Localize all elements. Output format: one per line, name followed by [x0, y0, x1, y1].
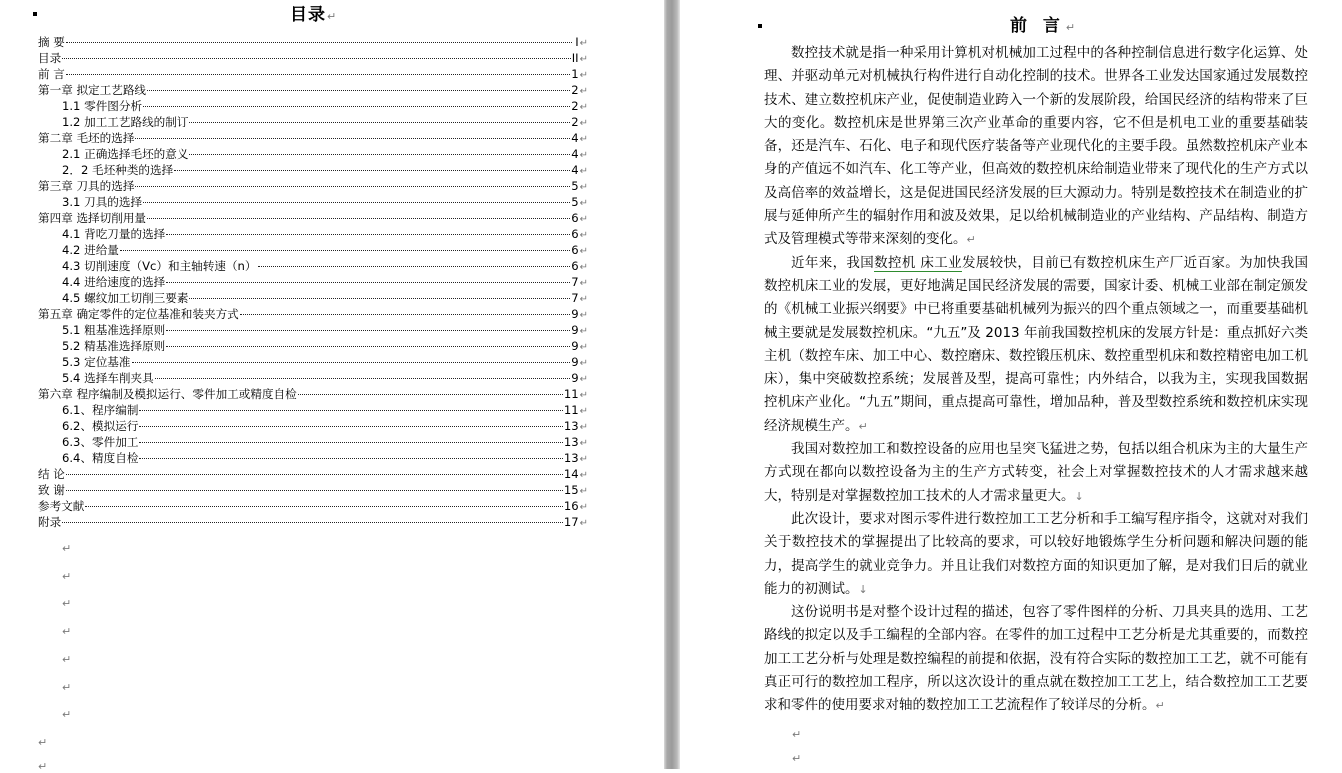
toc-entry[interactable]	[38, 34, 588, 50]
toc-entry-label: 1.1 零件图分析	[62, 99, 143, 113]
toc-entry-label: 前 言	[38, 67, 65, 81]
toc-entry[interactable]	[38, 274, 588, 290]
toc-title-text: 目录	[290, 5, 326, 25]
paragraph-mark-icon: ↵	[579, 86, 588, 97]
toc-entry-label: 致 谢	[38, 483, 65, 497]
toc-entry[interactable]	[38, 402, 588, 418]
paragraph-mark-icon: ↵	[579, 134, 588, 145]
toc-leader-dots	[240, 313, 570, 315]
toc-leader-dots	[85, 505, 562, 507]
toc-entry-page: 6	[571, 211, 579, 225]
toc-leader-dots	[189, 121, 570, 123]
toc-leader-dots	[66, 41, 572, 43]
paragraph-text: 近年来，我国	[791, 254, 875, 271]
paragraph-mark-icon: ↵	[579, 230, 588, 241]
toc-entry-label: 第五章 确定零件的定位基准和装夹方式	[38, 307, 239, 321]
table-of-contents	[38, 34, 588, 530]
toc-leader-dots	[120, 249, 570, 251]
toc-leader-dots	[147, 217, 570, 219]
toc-leader-dots	[66, 473, 563, 475]
toc-entry-page: 13	[563, 451, 579, 465]
toc-entry-label: 摘 要	[38, 35, 65, 49]
paragraph-mark-icon: ↵	[579, 70, 588, 81]
toc-entry-label: 6.1、程序编制	[62, 403, 139, 417]
toc-entry-page: 16	[563, 499, 579, 513]
toc-entry-page: 1	[571, 67, 579, 81]
toc-entry-page: 13	[563, 419, 579, 433]
toc-entry[interactable]	[38, 130, 588, 146]
toc-entry[interactable]	[38, 210, 588, 226]
toc-entry-label: 附录	[38, 515, 62, 529]
paragraph-mark-icon: ↵	[579, 422, 588, 433]
toc-entry-page: 11	[563, 387, 579, 401]
toc-title	[290, 0, 337, 25]
toc-leader-dots	[189, 297, 570, 299]
paragraph-mark-icon: ↵	[966, 233, 976, 247]
toc-entry-label: 5.4 选择车削夹具	[62, 371, 154, 385]
toc-leader-dots	[298, 393, 563, 395]
toc-entry-label: 4.1 背吃刀量的选择	[62, 227, 166, 241]
toc-entry-page: 7	[571, 275, 579, 289]
toc-leader-dots	[62, 57, 571, 59]
toc-entry[interactable]	[38, 162, 588, 178]
paragraph-mark-icon: ↵	[579, 342, 588, 353]
paragraph-mark-icon: ↵	[62, 653, 72, 666]
toc-entry[interactable]	[38, 354, 588, 370]
toc-entry-page: 4	[571, 131, 579, 145]
toc-entry-page: 2	[571, 115, 579, 129]
toc-entry-label: 5.1 粗基准选择原则	[62, 323, 166, 337]
toc-leader-dots	[166, 281, 570, 283]
preface-paragraph-4	[764, 508, 1308, 601]
paragraph-mark-icon: ↵	[579, 118, 588, 129]
preface-title-text: 前 言	[1010, 16, 1065, 36]
paragraph-mark-icon: ↵	[62, 681, 72, 694]
toc-entry-label: 第六章 程序编制及模拟运行、零件加工或精度自检	[38, 387, 297, 401]
paragraph-bullet	[33, 12, 37, 16]
toc-entry-page: II	[571, 51, 579, 65]
preface-body	[764, 42, 1308, 718]
toc-entry[interactable]	[38, 290, 588, 306]
toc-entry-page: 9	[571, 371, 579, 385]
paragraph-mark-icon: ↵	[579, 486, 588, 497]
paragraph-mark-icon: ↵	[579, 166, 588, 177]
toc-entry-page: 2	[571, 99, 579, 113]
toc-leader-dots	[189, 153, 570, 155]
paragraph-mark-icon: ↵	[579, 406, 588, 417]
toc-leader-dots	[155, 377, 571, 379]
toc-entry-label: 6.3、零件加工	[62, 435, 139, 449]
paragraph-bullet	[758, 24, 762, 28]
toc-leader-dots	[139, 409, 562, 411]
paragraph-mark-icon: ↵	[579, 438, 588, 449]
toc-leader-dots	[143, 105, 570, 107]
toc-entry[interactable]	[38, 98, 588, 114]
paragraph-mark-icon: ↵	[38, 736, 48, 749]
toc-entry[interactable]	[38, 466, 588, 482]
toc-entry-page: 4	[571, 147, 579, 161]
page-gutter	[664, 0, 680, 769]
preface-paragraph-2	[764, 252, 1308, 438]
toc-entry[interactable]	[38, 434, 588, 450]
toc-entry-page: 4	[571, 163, 579, 177]
toc-entry[interactable]	[38, 306, 588, 322]
paragraph-mark-icon: ↵	[62, 708, 72, 721]
toc-entry-label: 2．2 毛坯种类的选择	[62, 163, 174, 177]
toc-entry-page: 2	[571, 83, 579, 97]
toc-entry[interactable]	[38, 194, 588, 210]
toc-entry[interactable]	[38, 418, 588, 434]
toc-entry[interactable]	[38, 338, 588, 354]
toc-leader-dots	[66, 489, 563, 491]
preface-title	[1010, 11, 1080, 36]
toc-entry-page: 15	[563, 483, 579, 497]
toc-entry[interactable]	[38, 386, 588, 402]
toc-leader-dots	[143, 201, 570, 203]
paragraph-mark-icon: ↵	[579, 246, 588, 257]
toc-entry[interactable]	[38, 482, 588, 498]
toc-leader-dots	[135, 137, 570, 139]
toc-entry-label: 5.2 精基准选择原则	[62, 339, 166, 353]
paragraph-mark-icon: ↵	[579, 214, 588, 225]
toc-entry[interactable]	[38, 242, 588, 258]
paragraph-mark-icon: ↵	[579, 470, 588, 481]
paragraph-mark-icon: ↵	[579, 54, 588, 65]
toc-entry-label: 参考文献	[38, 499, 85, 513]
toc-entry-page: 6	[571, 259, 579, 273]
toc-entry-label: 4.4 进给速度的选择	[62, 275, 166, 289]
line-break-icon: ↓	[858, 582, 868, 596]
toc-entry[interactable]	[38, 82, 588, 98]
toc-entry-label: 结 论	[38, 467, 65, 481]
paragraph-mark-icon: ↵	[579, 390, 588, 401]
toc-entry[interactable]	[38, 66, 588, 82]
toc-entry[interactable]	[38, 226, 588, 242]
paragraph-mark-icon: ↵	[579, 502, 588, 513]
toc-entry-page: 5	[571, 195, 579, 209]
toc-leader-dots	[139, 441, 562, 443]
preface-paragraph-3	[764, 438, 1308, 508]
toc-entry-page: 9	[571, 323, 579, 337]
toc-leader-dots	[135, 185, 570, 187]
paragraph-mark-icon: ↵	[62, 625, 72, 638]
paragraph-mark-icon: ↵	[579, 38, 588, 49]
paragraph-mark-icon: ↵	[579, 262, 588, 273]
toc-leader-dots	[166, 329, 570, 331]
paragraph-mark-icon: ↵	[579, 198, 588, 209]
toc-entry[interactable]	[38, 114, 588, 130]
toc-entry[interactable]	[38, 370, 588, 386]
paragraph-mark-icon: ↵	[62, 542, 72, 555]
toc-leader-dots	[166, 345, 570, 347]
toc-entry-label: 目录	[38, 51, 62, 65]
toc-entry[interactable]	[38, 178, 588, 194]
toc-entry-label: 第一章 拟定工艺路线	[38, 83, 147, 97]
toc-entry-label: 5.3 定位基准	[62, 355, 131, 369]
toc-leader-dots	[66, 73, 570, 75]
paragraph-mark-icon: ↵	[858, 419, 868, 433]
paragraph-mark-icon: ↵	[792, 752, 802, 765]
paragraph-mark-icon: ↵	[579, 182, 588, 193]
toc-entry[interactable]	[38, 514, 588, 530]
grammar-underline-text[interactable]: 数控机 床工业	[874, 254, 962, 271]
paragraph-mark-icon: ↵	[1065, 21, 1081, 34]
toc-entry-page: 9	[571, 307, 579, 321]
toc-entry[interactable]	[38, 498, 588, 514]
toc-leader-dots	[258, 265, 571, 267]
paragraph-mark-icon: ↵	[38, 760, 48, 773]
toc-entry-page: I	[575, 35, 579, 49]
toc-entry[interactable]	[38, 258, 588, 274]
paragraph-mark-icon: ↵	[579, 358, 588, 369]
paragraph-text: 这份说明书是对整个设计过程的描述，包容了零件图样的分析、刀具夹具的选用、工艺路线的拟定以及手工编程的全部内容。在零件的加工过程中工艺分析是尤其重要的，而数控加工工艺分析与处理是数控编程的前提和依据，没有符合实际的数控加工工艺，就不可能有真正可行的数控加工程序，所以这次设计的重点就在数控加工工艺上，结合数控加工工艺要求和零件的使用要求对轴的数控加工工艺流程作了较详尽的分析。	[764, 604, 1308, 714]
toc-entry[interactable]	[38, 146, 588, 162]
toc-entry-page: 14	[563, 467, 579, 481]
toc-entry-label: 第四章 选择切削用量	[38, 211, 147, 225]
paragraph-mark-icon: ↵	[792, 728, 802, 741]
toc-entry[interactable]	[38, 322, 588, 338]
preface-paragraph-5	[764, 601, 1308, 717]
toc-leader-dots	[166, 233, 570, 235]
toc-entry-page: 6	[571, 243, 579, 257]
toc-entry-label: 4.3 切削速度（Vc）和主轴转速（n）	[62, 259, 257, 273]
toc-entry-page: 9	[571, 355, 579, 369]
toc-entry-page: 6	[571, 227, 579, 241]
toc-entry-page: 5	[571, 179, 579, 193]
toc-entry[interactable]	[38, 450, 588, 466]
toc-entry-label: 6.2、模拟运行	[62, 419, 139, 433]
toc-entry-label: 4.2 进给量	[62, 243, 119, 257]
paragraph-mark-icon: ↵	[579, 310, 588, 321]
paragraph-mark-icon: ↵	[579, 102, 588, 113]
paragraph-mark-icon: ↵	[579, 454, 588, 465]
paragraph-text: 此次设计，要求对图示零件进行数控加工工艺分析和手工编写程序指令，这就对对我们关于数控技术的掌握提出了比较高的要求，可以较好地锻炼学生分析问题和解决问题的能力，提高学生的就业竞争力。并且让我们对数控方面的知识更加了解，是对我们日后的就业能力的初测试。	[764, 510, 1308, 597]
toc-leader-dots	[147, 89, 570, 91]
paragraph-text: 发展较快，目前已有数控机床生产厂近百家。为加快我国数控机床工业的发展，更好地满足国民经济发展的需要，国家计委、机械工业部在制定颁发的《机械工业振兴纲要》中已将重要基础机械列为振兴的四个重点领域之一，而重要基础机械主要就是发展数控机床。“九五”及 2013 年前我国数控机床的发展方针是：重点抓好六类主机（数控车床、加工中心、数控磨床、数控锻压机床、数控重型机床和数控精密电加工机床），集中突破数控系统；发展普及型，提高可靠性；内外结合，以我为主，实现我国数据控机床产业化。“九五”期间，重点提高可靠性，增加品种，普及型数控系统和数控机床实现经济规模生产。	[764, 254, 1309, 434]
preface-paragraph-1	[764, 42, 1308, 252]
toc-entry-label: 第二章 毛坯的选择	[38, 131, 135, 145]
toc-entry-label: 6.4、精度自检	[62, 451, 139, 465]
toc-entry-label: 1.2 加工工艺路线的制订	[62, 115, 189, 129]
paragraph-mark-icon: ↵	[327, 10, 338, 23]
toc-entry-page: 17	[563, 515, 579, 529]
paragraph-mark-icon: ↵	[579, 326, 588, 337]
toc-entry-label: 4.5 螺纹加工切削三要素	[62, 291, 189, 305]
paragraph-mark-icon: ↵	[579, 374, 588, 385]
toc-leader-dots	[174, 169, 570, 171]
toc-entry-page: 7	[571, 291, 579, 305]
toc-entry-page: 11	[563, 403, 579, 417]
paragraph-text: 我国对数控加工和数控设备的应用也呈突飞猛进之势，包括以组合机床为主的大量生产方式现在都向以数控设备为主的生产方式转变，社会上对掌握数控技术的人才需求越来越大，特别是对掌握数控加工技术的人才需求量更大。	[764, 441, 1308, 504]
toc-leader-dots	[139, 457, 562, 459]
toc-entry-label: 第三章 刀具的选择	[38, 179, 135, 193]
toc-entry-label: 2.1 正确选择毛坯的意义	[62, 147, 189, 161]
paragraph-mark-icon: ↵	[62, 570, 72, 583]
paragraph-mark-icon: ↵	[579, 278, 588, 289]
paragraph-mark-icon: ↵	[579, 150, 588, 161]
line-break-icon: ↓	[1074, 489, 1084, 503]
paragraph-mark-icon: ↵	[579, 294, 588, 305]
paragraph-mark-icon: ↵	[62, 597, 72, 610]
toc-leader-dots	[62, 521, 563, 523]
toc-entry[interactable]	[38, 50, 588, 66]
toc-entry-page: 13	[563, 435, 579, 449]
toc-entry-page: 9	[571, 339, 579, 353]
paragraph-text: 数控技术就是指一种采用计算机对机械加工过程中的各种控制信息进行数字化运算、处理、并驱动单元对机械执行构件进行自动化控制的技术。世界各工业发达国家通过发展数控技术、建立数控机床产业，促使制造业跨入一个新的发展阶段，给国民经济的结构带来了巨大的变化。数控机床是世界第三次产业革命的重要内容，它不但是机电工业的重要基础装备，还是汽车、石化、电子和现代医疗装备等产业现代化的主要手段。虽然数控机床产业本身的产值远不如汽车、化工等产业，但高效的数控机床给制造业带来了现代化的生产方式以及高倍率的效益增长，这是促进国民经济发展的巨大源动力。特别是数控技术在制造业的扩展与延伸所产生的辐射作用和波及效果，足以给机械制造业的产业结构、产品结构、制造方式及管理模式等带来深刻的变化。	[764, 45, 1308, 248]
toc-leader-dots	[139, 425, 562, 427]
toc-leader-dots	[132, 361, 571, 363]
paragraph-mark-icon: ↵	[1155, 699, 1165, 713]
paragraph-mark-icon: ↵	[579, 518, 588, 529]
toc-entry-label: 3.1 刀具的选择	[62, 195, 143, 209]
